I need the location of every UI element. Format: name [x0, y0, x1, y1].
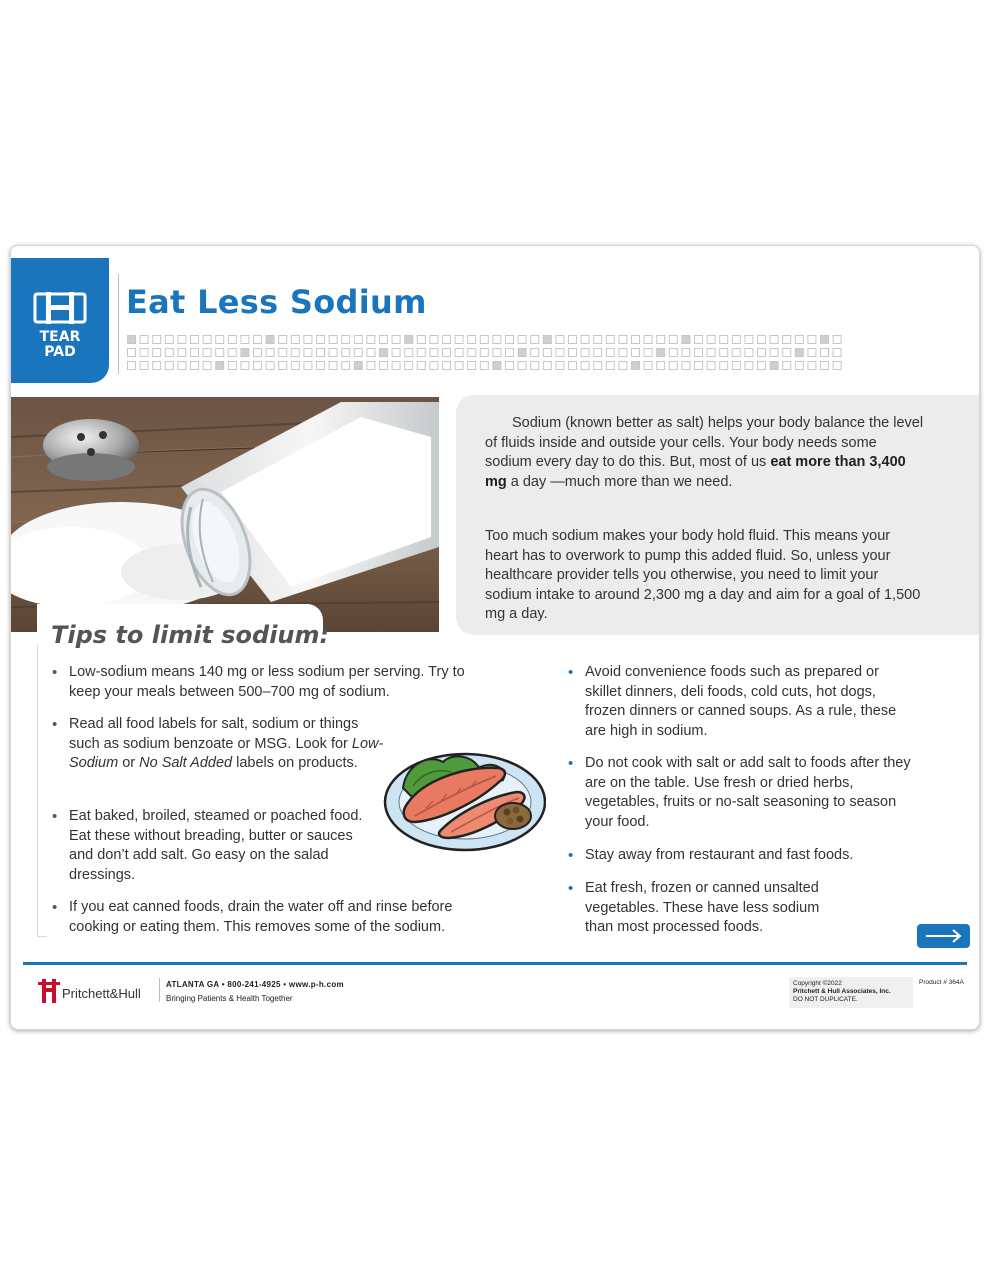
logo-text-pad: PAD: [44, 344, 76, 360]
next-page-button[interactable]: [917, 924, 970, 948]
list-item: • Read all food labels for salt, sodium or things such as sodium benzoate or MSG. Look for Low-Sodium or No Salt Added labels on products.: [69, 715, 389, 774]
brand-name: Pritchett&Hull: [62, 986, 141, 1001]
arrow-right-icon: [925, 929, 963, 943]
list-item: • Stay away from restaurant and fast foods.: [585, 846, 920, 866]
intro-paragraph-2: Too much sodium makes your body hold fluid. This means your heart has to overwork to pump this added fluid. So, unless your healthcare provider tells you otherwise, you need to limit your sodium intake to around 2,300 mg a day and aim for a goal of 1,500 mg a day.: [485, 528, 921, 623]
copyright-notice: DO NOT DUPLICATE.: [793, 996, 858, 1003]
intro-highlight: eat more than 3,400 mg: [485, 454, 906, 490]
list-item: • Do not cook with salt or add salt to foods after they are on the table. Use fresh or dried herbs, vegetables, fruits or no-salt seasoning to season your food.: [585, 754, 920, 832]
product-number: Product # 364A: [919, 979, 964, 986]
ph-logo-icon: [38, 979, 60, 1003]
fish-plate-illustration: [381, 746, 546, 861]
tips-heading: Tips to limit sodium:: [51, 621, 330, 649]
salt-photo: [11, 397, 439, 632]
list-item: • Avoid convenience foods such as prepared or skillet dinners, deli foods, cold cuts, hot dogs, frozen dinners or canned soups. As a rule, these are high in sodium.: [585, 663, 915, 741]
page-title: Eat Less Sodium: [126, 283, 427, 321]
tear-pad-logo: [11, 258, 109, 383]
copyright-box: [789, 977, 913, 1008]
tips-left-rule-foot: [37, 936, 47, 937]
ph-logo-icon: [33, 292, 87, 324]
intro-panel: [456, 395, 980, 635]
decorative-square-pattern: [127, 335, 847, 375]
list-item: • Eat fresh, frozen or canned unsalted vegetables. These have less sodium than most processed foods.: [585, 879, 845, 938]
header-divider: [118, 274, 119, 374]
handout-sheet: [10, 245, 980, 1030]
contact-info: ATLANTA GA • 800-241-4925 • www.p-h.com: [166, 980, 344, 989]
list-item: • Eat baked, broiled, steamed or poached food. Eat these without breading, butter or sauces and don’t add salt. Go easy on the salad dressings.: [69, 807, 364, 885]
tagline: Bringing Patients & Health Together: [166, 994, 293, 1003]
copyright-line: Copyright ©2022: [793, 980, 842, 987]
tips-left-rule: [37, 644, 38, 937]
intro-paragraph-1: Sodium (known better as salt) helps your body balance the level of fluids inside and outside your cells. Your body needs some sodium every day to do this. But, most of us eat more than 3,400 mg a day —much more than we need.: [485, 415, 924, 490]
copyright-owner: Pritchett & Hull Associates, Inc.: [793, 988, 891, 995]
list-item: • Low-sodium means 140 mg or less sodium per serving. Try to keep your meals between 500–700 mg of sodium.: [69, 663, 469, 702]
footer-rule: [23, 962, 967, 965]
list-item: • If you eat canned foods, drain the water off and rinse before cooking or eating them. This removes some of the sodium.: [69, 898, 499, 937]
footer-divider: [159, 978, 160, 1002]
logo-text-tear: TEAR: [39, 329, 81, 345]
